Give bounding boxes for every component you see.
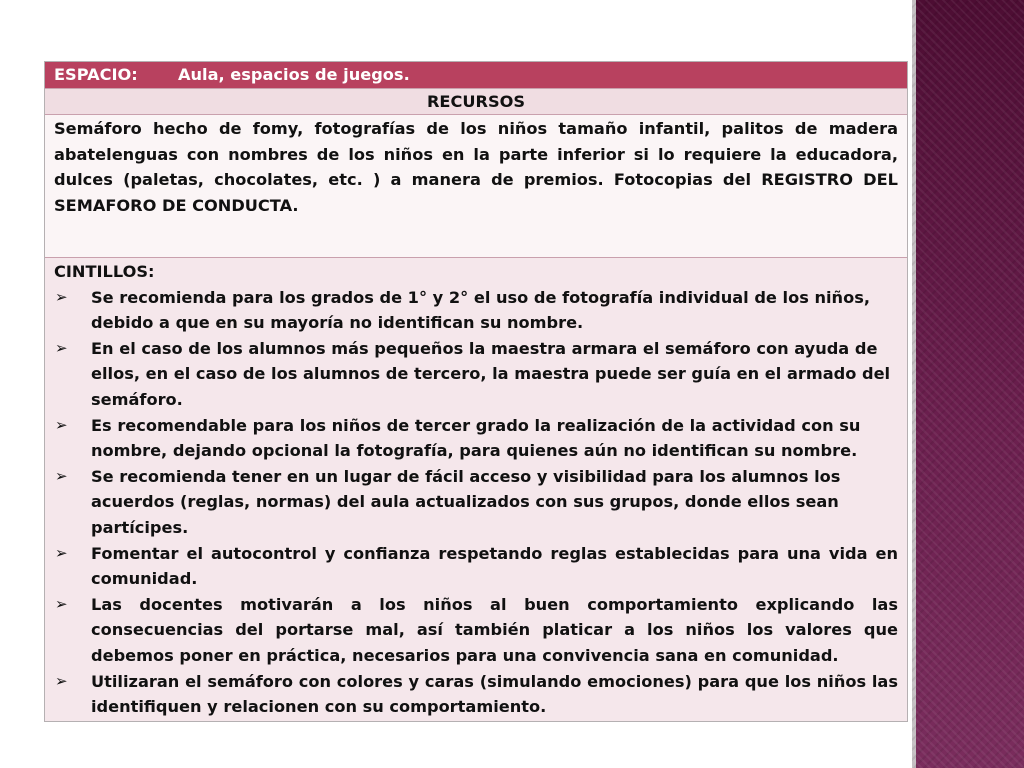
list-item-text: Utilizaran el semáforo con colores y caras (simulando emociones) para que los niños las identifiquen y relacionen con su comportamiento.	[91, 671, 898, 717]
cintillos-list	[54, 285, 898, 720]
list-item-text: Fomentar el autocontrol y confianza respetando reglas establecidas para una vida en comunidad.	[91, 543, 898, 589]
arrowhead-bullet-icon: ➢	[55, 543, 68, 562]
espacio-label: ESPACIO:	[54, 65, 138, 84]
arrowhead-bullet-icon: ➢	[55, 415, 68, 434]
decorative-side-band	[912, 0, 1024, 768]
content-table	[44, 61, 908, 722]
list-item-text: Se recomienda para los grados de 1° y 2° el uso de fotografía individual de los niños, debido a que en su mayoría no identifican su nombre.	[91, 287, 870, 333]
list-item-text: Las docentes motivarán a los niños al buen comportamiento explicando las consecuencias del portarse mal, así también platicar a los niños los valores que debemos poner en práctica, necesarios para una convivencia sana en comunidad.	[91, 594, 898, 665]
arrowhead-bullet-icon: ➢	[55, 466, 68, 485]
list-item	[54, 541, 898, 592]
list-item-text: Se recomienda tener en un lugar de fácil acceso y visibilidad para los alumnos los acuerdos (reglas, normas) del aula actualizados con sus grupos, donde ellos sean partícipes.	[91, 466, 841, 537]
espacio-value: Aula, espacios de juegos.	[178, 65, 410, 84]
arrowhead-bullet-icon: ➢	[55, 671, 68, 690]
arrowhead-bullet-icon: ➢	[55, 287, 68, 306]
list-item	[54, 464, 898, 541]
espacio-row	[45, 62, 907, 89]
list-item-text: En el caso de los alumnos más pequeños la maestra armara el semáforo con ayuda de ellos, en el caso de los alumnos de tercero, la maestra puede ser guía en el armado del semáforo.	[91, 338, 891, 409]
list-item	[54, 413, 898, 464]
list-item	[54, 669, 898, 720]
list-item	[54, 285, 898, 336]
recursos-heading: RECURSOS	[45, 89, 907, 115]
list-item	[54, 592, 898, 669]
cintillos-title: CINTILLOS:	[54, 262, 155, 281]
arrowhead-bullet-icon: ➢	[55, 338, 68, 357]
list-item	[54, 336, 898, 413]
arrowhead-bullet-icon: ➢	[55, 594, 68, 613]
cintillos-section	[45, 258, 907, 721]
recursos-text: Semáforo hecho de fomy, fotografías de los niños tamaño infantil, palitos de madera abatelenguas con nombres de los niños en la parte inferior si lo requiere la educadora, dulces (paletas, chocolates, etc. ) a manera de premios. Fotocopias del REGISTRO DEL SEMAFORO DE CONDUCTA.	[45, 115, 907, 258]
list-item-text: Es recomendable para los niños de tercer grado la realización de la actividad con su nombre, dejando opcional la fotografía, para quienes aún no identifican su nombre.	[91, 415, 861, 461]
